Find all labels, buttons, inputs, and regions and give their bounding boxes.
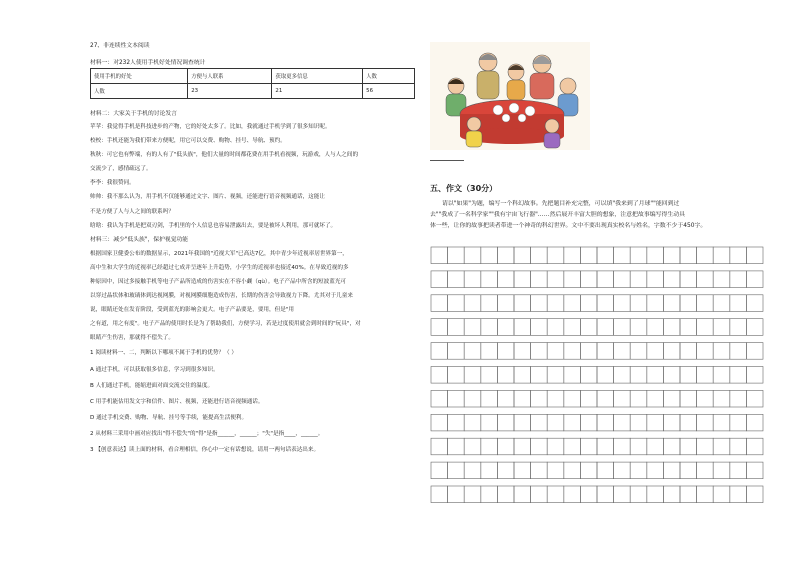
grid-cell[interactable] — [630, 462, 647, 479]
grid-cell[interactable] — [547, 271, 564, 288]
article-line: 眼睛产生伤害，那就得不偿失了。 — [90, 335, 174, 342]
grid-cell[interactable] — [464, 247, 481, 264]
grid-cell[interactable] — [531, 295, 548, 312]
grid-cell[interactable] — [481, 295, 498, 312]
grid-cell[interactable] — [431, 343, 448, 360]
grid-cell[interactable] — [663, 390, 680, 407]
grid-cell[interactable] — [514, 367, 531, 384]
grid-cell[interactable] — [713, 247, 730, 264]
grid-cell[interactable] — [746, 295, 763, 312]
grid-cell[interactable] — [547, 414, 564, 431]
grid-cell[interactable] — [713, 271, 730, 288]
grid-cell[interactable] — [614, 414, 631, 431]
grid-cell[interactable] — [597, 414, 614, 431]
grid-cell[interactable] — [514, 414, 531, 431]
grid-cell[interactable] — [580, 367, 597, 384]
discussion-line: 李李：我很赞同。 — [90, 180, 135, 187]
grid-cell[interactable] — [481, 462, 498, 479]
grid-cell[interactable] — [713, 462, 730, 479]
discussion-line: 校校：手机还能为我们带来方便呢，用它可以交费、购物、挂号、导航、预约。 — [90, 138, 286, 145]
prompt-line: 请以"如果"为题，编写一个科幻故事。先把题目补充完整，可以填"我来到了月球""能回到过 — [442, 201, 680, 207]
essay-writing-grid[interactable] — [430, 246, 772, 510]
grid-cell[interactable] — [630, 247, 647, 264]
grid-cell[interactable] — [647, 295, 664, 312]
grid-cell[interactable] — [730, 462, 747, 479]
grid-cell[interactable] — [746, 438, 763, 455]
grid-cell[interactable] — [514, 462, 531, 479]
grid-cell[interactable] — [564, 462, 581, 479]
grid-cell[interactable] — [614, 271, 631, 288]
grid-cell[interactable] — [514, 438, 531, 455]
grid-cell[interactable] — [597, 247, 614, 264]
grid-cell[interactable] — [564, 247, 581, 264]
discussion-line: 秋秋：可它也有弊端，有的人有了"低头族"，他们大量的时间都花费在用手机看视频，玩游戏，人与人之间的 — [90, 152, 359, 159]
grid-cell[interactable] — [547, 247, 564, 264]
grid-cell[interactable] — [614, 462, 631, 479]
grid-cell[interactable] — [531, 414, 548, 431]
grid-cell[interactable] — [746, 319, 763, 336]
question-line: 1 阅读材料一、二，判断以下哪项不属于手机的优势？（ ） — [90, 350, 237, 357]
grid-cell[interactable] — [497, 295, 514, 312]
grid-cell[interactable] — [647, 438, 664, 455]
grid-cell[interactable] — [431, 414, 448, 431]
grid-cell[interactable] — [597, 390, 614, 407]
grid-cell[interactable] — [531, 438, 548, 455]
question-line: 3 【创意表达】读上面的材料，看合理相信，你心中一定有话想说，请用一两句话表达出来。 — [90, 446, 320, 453]
table-header-cell: 人数 — [363, 69, 415, 84]
grid-cell[interactable] — [713, 295, 730, 312]
grid-cell[interactable] — [481, 343, 498, 360]
grid-cell[interactable] — [464, 367, 481, 384]
table-header-cell: 获取更多信息 — [272, 69, 363, 84]
grid-cell[interactable] — [514, 486, 531, 503]
grid-cell[interactable] — [680, 271, 697, 288]
question-line: 2 从材料三采用中画对应找出"得不偿失"的"得"是指______，______；"失"是指____，______。 — [90, 430, 324, 437]
grid-cell[interactable] — [580, 319, 597, 336]
grid-cell[interactable] — [663, 271, 680, 288]
grid-cell[interactable] — [647, 367, 664, 384]
grid-cell[interactable] — [431, 319, 448, 336]
grid-cell[interactable] — [647, 486, 664, 503]
grid-cell[interactable] — [697, 462, 714, 479]
grid-cell[interactable] — [614, 295, 631, 312]
grid-cell[interactable] — [580, 486, 597, 503]
grid-cell[interactable] — [713, 367, 730, 384]
table-cell: 人数 — [91, 84, 188, 99]
grid-cell[interactable] — [481, 247, 498, 264]
grid-cell[interactable] — [448, 295, 465, 312]
grid-cell[interactable] — [481, 438, 498, 455]
grid-cell[interactable] — [464, 486, 481, 503]
grid-cell[interactable] — [481, 414, 498, 431]
grid-cell[interactable] — [630, 367, 647, 384]
article-line: 说，眼睛还处在发育阶段，受到蓝光的影响会更大。电子产品要是，要用，但是"用 — [90, 307, 294, 314]
grid-cell[interactable] — [663, 414, 680, 431]
grid-cell[interactable] — [730, 438, 747, 455]
grid-cell[interactable] — [680, 486, 697, 503]
grid-cell[interactable] — [431, 295, 448, 312]
grid-cell[interactable] — [680, 295, 697, 312]
discussion-line: 不是方便了人与人之间的联系吗？ — [90, 208, 174, 215]
grid-cell[interactable] — [580, 247, 597, 264]
grid-cell[interactable] — [614, 438, 631, 455]
option-line: D 通过手机交费、购物、导航、挂号等手续，能提高生活便利。 — [90, 414, 248, 421]
discussion-line: 晗晗：我认为手机是把双刃剑，手机里的个人信息也容易泄露出去，要是被坏人利用，那可就坏了。 — [90, 222, 337, 229]
grid-cell[interactable] — [448, 414, 465, 431]
grid-cell[interactable] — [547, 390, 564, 407]
grid-cell[interactable] — [481, 319, 498, 336]
grid-cell[interactable] — [663, 462, 680, 479]
grid-cell[interactable] — [564, 319, 581, 336]
grid-cell[interactable] — [531, 390, 548, 407]
option-line: A 通过手机，可以获取很多信息，学习到很多知识。 — [90, 366, 219, 373]
grid-cell[interactable] — [680, 438, 697, 455]
grid-cell[interactable] — [464, 438, 481, 455]
grid-cell[interactable] — [564, 367, 581, 384]
table-row — [91, 84, 415, 99]
grid-cell[interactable] — [663, 247, 680, 264]
grid-cell[interactable] — [547, 486, 564, 503]
grid-cell[interactable] — [630, 414, 647, 431]
grid-cell[interactable] — [647, 343, 664, 360]
article-line: 之有道，用之有度"。电子产品的使用时长是为了帮助我们，方便学习，若是过度使用就会到时间的"玩具"，对 — [90, 321, 361, 328]
material-1-title: 材料一：对232人使用手机好处情况调查统计 — [90, 60, 206, 66]
grid-cell[interactable] — [497, 343, 514, 360]
grid-cell[interactable] — [746, 414, 763, 431]
discussion-line: 帅帅：我不那么认为，用手机不仅能够通过文字、图片、视频，还能进行语音视频通话，这能让 — [90, 194, 325, 201]
grid-cell[interactable] — [497, 247, 514, 264]
grid-cell[interactable] — [713, 414, 730, 431]
grid-cell[interactable] — [630, 343, 647, 360]
grid-cell[interactable] — [580, 295, 597, 312]
grid-cell[interactable] — [464, 319, 481, 336]
grid-cell[interactable] — [564, 271, 581, 288]
grid-cell[interactable] — [614, 343, 631, 360]
grid-cell[interactable] — [514, 390, 531, 407]
left-column — [90, 40, 420, 67]
grid-cell[interactable] — [663, 486, 680, 503]
grid-cell[interactable] — [564, 343, 581, 360]
grid-cell[interactable] — [697, 414, 714, 431]
grid-cell[interactable] — [697, 271, 714, 288]
grid-cell[interactable] — [697, 343, 714, 360]
grid-cell[interactable] — [630, 319, 647, 336]
grid-cell[interactable] — [730, 414, 747, 431]
option-line: C 用手机能估用发文字和信件、图片、视频，还能进行语音视频通话。 — [90, 398, 264, 405]
section-title: 五、作文（30分） — [430, 184, 498, 193]
grid-cell[interactable] — [514, 295, 531, 312]
grid-cell[interactable] — [647, 271, 664, 288]
grid-cell[interactable] — [746, 343, 763, 360]
grid-cell[interactable] — [547, 367, 564, 384]
grid-cell[interactable] — [713, 486, 730, 503]
grid-cell[interactable] — [630, 295, 647, 312]
grid-cell[interactable] — [448, 486, 465, 503]
grid-cell[interactable] — [497, 367, 514, 384]
grid-cell[interactable] — [497, 414, 514, 431]
grid-cell[interactable] — [730, 390, 747, 407]
grid-cell[interactable] — [580, 414, 597, 431]
grid-cell[interactable] — [597, 343, 614, 360]
grid-cell[interactable] — [746, 247, 763, 264]
grid-cell[interactable] — [697, 295, 714, 312]
grid-cell[interactable] — [564, 390, 581, 407]
grid-cell[interactable] — [746, 462, 763, 479]
grid-cell[interactable] — [464, 462, 481, 479]
grid-cell[interactable] — [497, 390, 514, 407]
grid-cell[interactable] — [580, 343, 597, 360]
grid-cell[interactable] — [746, 390, 763, 407]
grid-cell[interactable] — [680, 367, 697, 384]
discussion-line: 交流少了，感情疏远了。 — [90, 166, 152, 173]
grid-cell[interactable] — [630, 438, 647, 455]
grid-cell[interactable] — [680, 414, 697, 431]
grid-cell[interactable] — [497, 319, 514, 336]
grid-cell[interactable] — [597, 295, 614, 312]
grid-cell[interactable] — [730, 343, 747, 360]
grid-cell[interactable] — [713, 438, 730, 455]
grid-cell[interactable] — [630, 271, 647, 288]
grid-cell[interactable] — [531, 319, 548, 336]
grid-cell[interactable] — [464, 343, 481, 360]
grid-cell[interactable] — [730, 271, 747, 288]
grid-cell[interactable] — [448, 319, 465, 336]
grid-cell[interactable] — [697, 247, 714, 264]
grid-cell[interactable] — [531, 343, 548, 360]
grid-cell[interactable] — [697, 438, 714, 455]
grid-cell[interactable] — [531, 486, 548, 503]
article-line: 高中生和大学生的近视率已经超过七成并呈逐年上升趋势，小学生的近视率也接近40%。在导致近视的多 — [90, 264, 349, 271]
grid-cell[interactable] — [597, 438, 614, 455]
grid-cell[interactable] — [564, 486, 581, 503]
grid-cell[interactable] — [697, 367, 714, 384]
grid-cell[interactable] — [697, 319, 714, 336]
grid-cell[interactable] — [597, 271, 614, 288]
grid-cell[interactable] — [647, 390, 664, 407]
survey-table — [90, 68, 415, 99]
grid-cell[interactable] — [713, 390, 730, 407]
article-line: 以穿过晶状体和玻璃体到达视网膜，对视网膜细胞造成伤害，长期的伤害会导致视力下降。尤其对于儿童来 — [90, 293, 353, 300]
grid-cell[interactable] — [531, 462, 548, 479]
grid-cell[interactable] — [481, 367, 498, 384]
grid-cell[interactable] — [431, 462, 448, 479]
grid-cell[interactable] — [680, 343, 697, 360]
grid-cell[interactable] — [680, 319, 697, 336]
grid-cell[interactable] — [431, 367, 448, 384]
grid-cell[interactable] — [663, 438, 680, 455]
grid-cell[interactable] — [580, 438, 597, 455]
grid-cell[interactable] — [514, 247, 531, 264]
grid-cell[interactable] — [514, 271, 531, 288]
material-3-title: 材料三：减少"低头族"，保护视觉功能 — [90, 236, 189, 243]
grid-cell[interactable] — [481, 390, 498, 407]
grid-cell[interactable] — [597, 319, 614, 336]
grid-cell[interactable] — [614, 247, 631, 264]
grid-cell[interactable] — [547, 295, 564, 312]
grid-cell[interactable] — [564, 438, 581, 455]
grid-cell[interactable] — [431, 271, 448, 288]
essay-prompt — [430, 199, 765, 232]
grid-cell[interactable] — [680, 390, 697, 407]
article-line: 根据国家卫健委公布的数据显示，2021年我国的"近视大军"已高达7亿，其中青少年近视率居世界第一， — [90, 250, 348, 257]
grid-cell[interactable] — [663, 343, 680, 360]
grid-cell[interactable] — [597, 486, 614, 503]
grid-cell[interactable] — [663, 367, 680, 384]
grid-cell[interactable] — [630, 390, 647, 407]
grid-cell[interactable] — [713, 319, 730, 336]
table-header-cell: 方便与人联系 — [188, 69, 272, 84]
grid-cell[interactable] — [481, 486, 498, 503]
grid-cell[interactable] — [580, 271, 597, 288]
grid-cell[interactable] — [497, 486, 514, 503]
option-line: B 人们通过手机，能缩进面对面交流交往的温度。 — [90, 382, 214, 389]
prompt-line: 体一些，让你的故事把读者带进一个神奇的科幻世界。文中不要出现真实校名与姓名，字数不少于450字。 — [430, 223, 707, 229]
grid-cell[interactable] — [746, 271, 763, 288]
prompt-line: 去""我成了一名科学家""我有宇宙飞行器"……然后展开丰富大胆的想象，注意把故事编写得生动具 — [430, 212, 686, 218]
grid-cell[interactable] — [547, 319, 564, 336]
grid-cell[interactable] — [514, 319, 531, 336]
grid-cell[interactable] — [547, 343, 564, 360]
grid-cell[interactable] — [713, 343, 730, 360]
grid-cell[interactable] — [547, 462, 564, 479]
grid-cell[interactable] — [448, 438, 465, 455]
article-line: 种原因中，因过多接触手机等电子产品所造成的伤害实在不容小觑（qù）。电子产品中所含的短波蓝光可 — [90, 278, 347, 285]
materials-body — [90, 110, 420, 454]
question-27-title: 27、非连续性文本阅读 — [90, 43, 150, 49]
grid-cell[interactable] — [580, 390, 597, 407]
grid-cell[interactable] — [647, 319, 664, 336]
grid-cell[interactable] — [531, 247, 548, 264]
grid-cell[interactable] — [730, 367, 747, 384]
grid-cell[interactable] — [597, 367, 614, 384]
table-header-cell: 使用手机的好处 — [91, 69, 188, 84]
grid-cell[interactable] — [580, 462, 597, 479]
grid-cell[interactable] — [630, 486, 647, 503]
grid-cell[interactable] — [663, 319, 680, 336]
grid-cell[interactable] — [531, 367, 548, 384]
grid-cell[interactable] — [564, 414, 581, 431]
grid-cell[interactable] — [464, 295, 481, 312]
grid-cell[interactable] — [746, 367, 763, 384]
grid-cell[interactable] — [448, 462, 465, 479]
grid-cell[interactable] — [697, 486, 714, 503]
grid-cell[interactable] — [448, 247, 465, 264]
grid-cell[interactable] — [614, 486, 631, 503]
grid-cell[interactable] — [431, 247, 448, 264]
grid-cell[interactable] — [647, 247, 664, 264]
grid-cell[interactable] — [564, 295, 581, 312]
grid-cell[interactable] — [614, 319, 631, 336]
grid-cell[interactable] — [614, 367, 631, 384]
grid-cell[interactable] — [431, 390, 448, 407]
grid-cell[interactable] — [448, 367, 465, 384]
grid-cell[interactable] — [730, 247, 747, 264]
grid-cell[interactable] — [680, 247, 697, 264]
grid-cell[interactable] — [647, 462, 664, 479]
grid-cell[interactable] — [514, 343, 531, 360]
grid-cell[interactable] — [680, 462, 697, 479]
grid-cell[interactable] — [697, 390, 714, 407]
grid-cell[interactable] — [647, 414, 664, 431]
grid-cell[interactable] — [464, 414, 481, 431]
grid-cell[interactable] — [597, 462, 614, 479]
family-dinner-illustration — [430, 42, 590, 150]
grid-cell[interactable] — [431, 438, 448, 455]
table-cell: 56 — [363, 84, 415, 99]
grid-cell[interactable] — [497, 438, 514, 455]
grid-cell[interactable] — [746, 486, 763, 503]
material-2-title: 材料二：大家关于手机的讨论发言 — [90, 111, 177, 117]
table-cell: 23 — [188, 84, 272, 99]
grid-cell[interactable] — [448, 390, 465, 407]
grid-cell[interactable] — [497, 462, 514, 479]
grid-cell[interactable] — [531, 271, 548, 288]
grid-cell[interactable] — [663, 295, 680, 312]
table-header-row — [91, 69, 415, 84]
discussion-line: 苹苹：我觉得手机是科技进步的产物，它的好处太多了。比如，我就通过手机学到了很多知识呢。 — [90, 124, 331, 130]
grid-cell[interactable] — [614, 390, 631, 407]
grid-cell[interactable] — [547, 438, 564, 455]
divider — [430, 160, 464, 161]
grid-cell[interactable] — [448, 343, 465, 360]
grid-cell[interactable] — [730, 319, 747, 336]
grid-cell[interactable] — [431, 486, 448, 503]
table-cell: 21 — [272, 84, 363, 99]
grid-cell[interactable] — [497, 271, 514, 288]
grid-cell[interactable] — [730, 295, 747, 312]
grid-cell[interactable] — [481, 271, 498, 288]
grid-cell[interactable] — [464, 390, 481, 407]
grid-cell[interactable] — [448, 271, 465, 288]
grid-cell[interactable] — [464, 271, 481, 288]
grid-cell[interactable] — [730, 486, 747, 503]
